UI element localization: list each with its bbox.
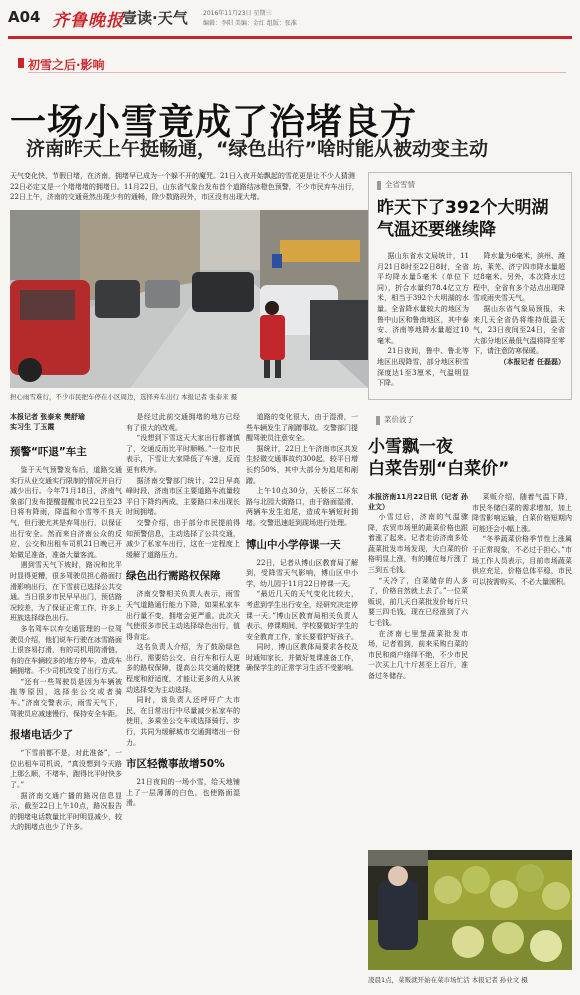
paragraph: 21日夜间的一场小雪，给天地铺上了一层薄薄的白色，也使路面湿滑。 (126, 778, 240, 808)
snow-stats-box (368, 172, 572, 400)
vegetable-market-photo (368, 850, 572, 970)
paragraph: “还有一些驾驶员是因为车辆被拖等原因，选择坐公交或者骑车。”济南交警表示，雨雪天气下，驾驶员应减速慢行，保持安全车距。 (10, 677, 122, 718)
paragraph: 据济南交通广播的路况信息显示，截至22日上午10点，路况报告的拥堵电话数量比平时明显减少，较大的拥堵点也少了许多。 (10, 791, 122, 832)
paragraph: 小雪过后，济南的气温骤降，农贸市场里的蔬菜价格也跟着涨了起来。记者走访济南多处蔬菜批发市场发现，大白菜的价格明显上涨，有的摊位每斤涨了三到五毛钱。 (368, 513, 468, 574)
article-headline-line2: 白菜告别“白菜价” (368, 459, 510, 479)
paragraph: 据山东省气象局预报，未来几天全省仍将维持低温天气，23日夜间至24日，全省大部分地区最低气温将降至零下，请注意防寒保暖。 (473, 304, 565, 356)
box-column-2 (473, 251, 565, 368)
paragraph: 菜贩介绍，随着气温下降，市民冬储白菜的需求增加，加上降雪影响运输，白菜价格短期内可能还会小幅上涨。 (472, 493, 572, 533)
staff-line: 编辑：李阳 美编：金红 组版：张准 (203, 20, 297, 27)
box-headline-line2: 气温还要继续降 (377, 220, 496, 240)
paragraph: 道路的变化很大，由于湿滑，一些车辆发生了剐蹭事故。交警部门提醒驾驶员注意安全。 (246, 413, 358, 443)
paragraph: 同时，该负责人还呼吁广大市民，在日常出行中尽量减少私家车的使用，多乘坐公交车或选择骑行、步行，共同为缓解城市交通拥堵出一份力。 (126, 696, 240, 747)
paragraph: 同时，博山区教体局要求各校及时通知家长，并做好复课准备工作，确保学生的正常学习生活不受影响。 (246, 643, 358, 673)
street-photo-image (10, 210, 368, 388)
photo-caption: 担心雨雪难行，不少市民把车停在小区周边，选择弃车出行 本报记者 张泰来 摄 (10, 393, 238, 401)
article-column-a (368, 492, 468, 682)
vegetable-market-image (368, 850, 572, 970)
newspaper-logo: 齐鲁晚报 (52, 11, 124, 31)
paragraph: 鉴于天气预警发布后，道路交通实行从业交通实行限制的情况并自行减少出行。今年71月18日，济南气象部门发布提醒提醒市民22日至23日将有降雨，降温和小雪等不良天气，但行驶尤其是弃驾出行，以保证出行安全。然而来自济南公众的反应，公交和出租车司机21日晚已开始做足准备，准备大量客流。 (10, 466, 122, 559)
box-label: 全省雪情 (385, 180, 415, 189)
section-heading: 市区轻微事故增50% (126, 758, 225, 771)
byline: （本报记者 任磊磊） (499, 356, 565, 366)
paragraph: 交警介绍，由于部分市民提前得知预警信息，主动选择了公共交通，减少了私家车出行，这在一定程度上缓解了道路压力。 (126, 518, 240, 559)
byline: 本报济南11月22日讯（记者 孙业文） (368, 493, 468, 511)
paragraph: “天冷了，白菜储存的人多了，价格自然就上去了。”一位菜贩说，前几天白菜批发价每斤只要三四毛钱，现在已经涨到了六七毛钱。 (368, 576, 468, 627)
paragraph: 在济南七里堡蔬菜批发市场，记者看到，前来采购白菜的市民和商户络绎不绝，不少市民一次买上几十斤甚至上百斤，准备过冬储存。 (368, 629, 468, 680)
lead-paragraph: 天气变化快，节假日堵，在济南，拥堵早已成为一个躲不开的魔咒。21日入夜开始飘起的雪花更是让不少人猜测22日必定又是一个堵堵堵的拥堵日。11月22日，山东省气象台发布首个道路结冰橙色预警，不少市民弃车出行，22日上午，济南的交通竟然出现少有的通畅，除少数路段外，市区没有出现大堵。 (10, 172, 359, 201)
section-title: 壹读·天气 (122, 9, 188, 27)
paragraph: 据山东省水文局统计，11月21日8时至22日8时，全省平均降水量5毫米（单位下同），折合水量约78.4亿立方米，相当于392个大明湖的水量。全省降水量较大的地区为鲁中山区和鲁南地区，其中泰安、济南等地降水量超过10毫米。 (377, 252, 469, 345)
masthead (8, 6, 572, 36)
article-column-3 (246, 412, 358, 674)
date-line: 2016年11月23日 星期三 (203, 10, 272, 17)
page-number: A04 (8, 8, 41, 26)
street-photo (10, 210, 368, 388)
paragraph: 21日夜间，鲁中、鲁北等地区出现降雪，部分地区积雪深度达1至3厘米，气温明显下降。 (377, 347, 469, 388)
paragraph: “没想到下雪这天大家出行都谨慎了，交通反而比平时顺畅。”一位市民表示，下雪让大家降低了车速，反而更有秩序。 (126, 434, 240, 474)
label-marker (376, 416, 380, 425)
byline: 本报记者 张泰来 樊舒瑜 (10, 413, 85, 421)
paragraph: “冬季蔬菜价格季节性上涨属于正常现象，不必过于担心。”市场工作人员表示，目前市场蔬菜供应充足，价格总体平稳，市民可以按需购买，不必大量囤积。 (472, 535, 572, 586)
article-column-2 (126, 412, 240, 809)
vegetable-photo-caption: 凌晨1点，菜贩就开始在菜市场忙活 本报记者 孙业文 摄 (368, 976, 528, 984)
paragraph: 22日，记者从博山区教育局了解到，受降雪天气影响，博山区中小学、幼儿园于11月22日停课一天。 (246, 558, 358, 588)
section-heading: 绿色出行需路权保障 (126, 570, 221, 583)
article-column-b (472, 492, 572, 587)
headline: 一场小雪竟成了治堵良方 (10, 102, 418, 143)
section-heading: 预警“吓退”车主 (10, 446, 87, 458)
subheadline: 济南昨天上午挺畅通，“绿色出行”啥时能从被动变主动 (26, 138, 488, 160)
paragraph: 据济南交警部门统计，22日早高峰时段，济南市区主要道路车流量较平日下降约两成，主要路口未出现长时间拥堵。 (126, 476, 240, 517)
masthead-rule (8, 36, 572, 39)
article-column-1 (10, 412, 122, 833)
paragraph: 多名驾车以弃交通管理的一位驾驶员介绍，他们说车行驶在冰雪路面上很容易打滑，有的司机用防滑链，有的在车辆较多的地方停车，造成车辆拥堵。不少司机改变了出行方式。 (10, 624, 122, 676)
section-heading: 报堵电话少了 (10, 729, 73, 742)
box-column-1 (377, 251, 469, 389)
kicker-divider (28, 72, 566, 73)
article-label: 菜价波了 (384, 415, 414, 424)
paragraph: “最近几天的天气变化比较大，考虑到学生出行安全，经研究决定停课一天。”博山区教育局相关负责人表示，停课期间，学校要做好学生的安全教育工作，家长要看护好孩子。 (246, 590, 358, 641)
paragraph: 据统计，22日上午济南市区共发生轻微交通事故约300起，较平日增长约50%，其中大部分为追尾和剐蹭。 (246, 444, 358, 485)
paragraph: 济南交警相关负责人表示，雨雪天气道路通行能力下降，如果私家车出行量不变，拥堵会更严重。此次天气使很多市民主动选择绿色出行，值得肯定。 (126, 590, 240, 641)
byline-intern: 实习生 丁玉霞 (10, 423, 55, 431)
box-headline (377, 197, 571, 241)
paragraph: 是经过此前交通拥堵的地方已经有了很大的改观。 (126, 413, 240, 432)
article-headline (368, 436, 572, 480)
label-marker (377, 181, 381, 190)
section-heading: 博山中小学停课一天 (246, 538, 341, 551)
kicker-marker (18, 58, 24, 68)
paragraph: 降水量为6毫米，滨州、潍坊、莱芜、济宁四市降水量超过8毫米。另外，本次降水过程中，全省有多个站点出现降雪或雨夹雪天气。 (473, 252, 565, 303)
paragraph: 上午10点30分，天桥区二环东路与北园大街路口，由于路面湿滑，两辆车发生追尾，造成车辆短时拥堵。交警迅速赶到现场进行处理。 (246, 487, 358, 527)
article-headline-line1: 小雪飘一夜 (368, 437, 453, 457)
paragraph: 遇到雪天气下坡时，路况和比平时显得更糟，很多驾驶员担心路面打滑影响出行，在下雪前已选择公共交通。当日很多市民早早出门，预估路况较差，为了保证正常工作，许多上班族选择绿色出行。 (10, 561, 122, 623)
paragraph: 这名负责人介绍，为了鼓励绿色出行，需要给公交、自行车和行人更多的路权保障，提高公共交通的便捷程度和舒适度，才能让更多的人从被动选择变为主动选择。 (126, 643, 240, 694)
kicker: 初雪之后·影响 (28, 58, 105, 72)
box-headline-line1: 昨天下了392个大明湖 (377, 198, 549, 218)
paragraph: “下雪前都不是，对此准备”，一位出租车司机说，“真没想到今天路上那么顺，不堵车，跑得比平时快多了。” (10, 749, 122, 790)
